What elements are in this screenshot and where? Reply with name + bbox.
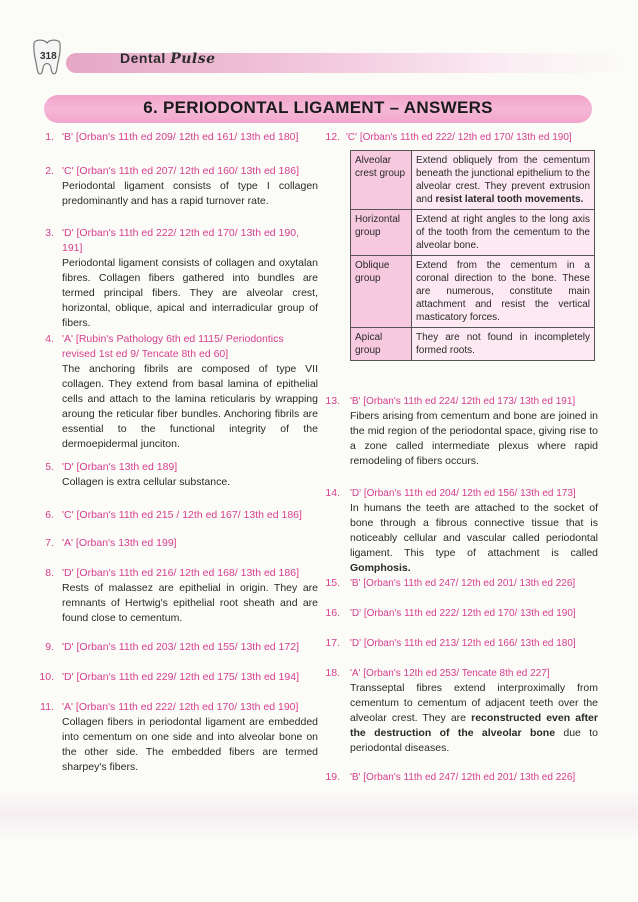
item-number: 10. (39, 671, 54, 683)
table-cell-description: Extend from the cementum in a coronal direction to the bone. These are numerous, constitute main attachment and resist the vertical masticatory forces. (412, 256, 595, 328)
answer-reference: 'C' [Orban's 11th ed 207/ 12th ed 160/ 13th ed 186] (62, 165, 299, 177)
page-number: 318 (40, 51, 57, 62)
table-cell-group: Alveolar crest group (351, 151, 412, 210)
answer-reference: 'D' [Orban's 11th ed 229/ 12th ed 175/ 13th ed 194] (62, 671, 299, 683)
answer-reference: 'C' [Orban's 11th ed 215 / 12th ed 167/ 13th ed 186] (62, 509, 302, 521)
answer-reference: 'A' [Orban's 12th ed 253/ Tencate 8th ed 227] (350, 668, 550, 679)
item-number: 5. (45, 461, 54, 473)
item-number: 4. (45, 333, 54, 345)
answer-explanation: Transseptal fibres extend interproximally from cementum to cementum of adjacent teeth over the alveolar crest. They are reconstructed even after the destruction of the alveolar bone due to periodontal diseases. (350, 682, 598, 754)
table-cell-description: Extend obliquely from the cementum beneath the junctional epithelium to the alveolar crest. They prevent extrusion and resist lateral tooth movements. (412, 151, 595, 210)
table-row (351, 210, 595, 256)
item-number: 3. (45, 227, 54, 239)
item-number: 6. (45, 509, 54, 521)
answer-reference: 'A' [Orban's 11th ed 222/ 12th ed 170/ 13th ed 190] (62, 701, 299, 713)
footer-band (0, 790, 638, 840)
table-row (351, 328, 595, 361)
table-cell-description: They are not found in incompletely formed roots. (412, 328, 595, 361)
page-header (30, 38, 625, 82)
answer-reference: 'B' [Orban's 11th ed 209/ 12th ed 161/ 13th ed 180] (62, 131, 299, 143)
item-number: 18. (325, 667, 340, 679)
item-number: 16. (325, 607, 340, 619)
answer-reference: 'D' [Orban's 11th ed 222/ 12th ed 170/ 13th ed 190] (350, 608, 576, 619)
table-cell-description: Extend at right angles to the long axis of the tooth from the cementum to the alveolar bone. (412, 210, 595, 256)
item-number: 2. (45, 165, 54, 177)
item-number: 14. (325, 487, 340, 499)
answer-reference: 'D' [Orban's 11th ed 204/ 12th ed 156/ 13th ed 173] (350, 488, 576, 499)
item-number: 8. (45, 567, 54, 579)
fiber-groups-table (350, 150, 595, 361)
answer-reference: 'D' [Orban's 11th ed 203/ 12th ed 155/ 13th ed 172] (62, 641, 299, 653)
answer-reference: 'B' [Orban's 11th ed 224/ 12th ed 173/ 13th ed 191] (350, 396, 576, 407)
item-number: 17. (325, 637, 340, 649)
item-number: 7. (45, 537, 54, 549)
answer-reference: 'C' [Orban's 11th ed 222/ 12th ed 170/ 13th ed 190] (346, 132, 572, 143)
item-number: 13. (325, 395, 340, 407)
table-row (351, 256, 595, 328)
item-number: 19. (325, 771, 340, 783)
answer-explanation: Collagen fibers in periodontal ligament are embedded into cementum on one side and into alveolar bone on the other side. The embedded fibers are termed sharpey's fibers. (62, 716, 318, 773)
answer-reference: 'B' [Orban's 11th ed 247/ 12th ed 201/ 13th ed 226] (350, 772, 576, 783)
table-cell-group: Horizontal group (351, 210, 412, 256)
item-number: 12. (325, 131, 340, 143)
running-title: Dental Pulse (120, 50, 216, 67)
answer-reference: 'B' [Orban's 11th ed 247/ 12th ed 201/ 13th ed 226] (350, 578, 576, 589)
answer-reference: 'A' [Orban's 13th ed 199] (62, 537, 177, 549)
answer-explanation: Periodontal ligament consists of collagen and oxytalan fibres. Collagen fibers gathered into bundles are termed principal fibers. They are alveolar crest, horizontal, oblique, apical and interradicular group of fibers. (62, 257, 318, 329)
item-number: 15. (325, 577, 340, 589)
table-cell-group: Oblique group (351, 256, 412, 328)
answer-reference: 'D' [Orban's 11th ed 216/ 12th ed 168/ 13th ed 186] (62, 567, 299, 579)
chapter-banner (44, 95, 592, 123)
answer-reference: 'D' [Orban's 13th ed 189] (62, 461, 178, 473)
answer-explanation: Fibers arising from cementum and bone are joined in the mid region of the periodontal space, giving rise to a zone called intermediate plexus where rapid remodeling of fibers occurs. (350, 410, 598, 467)
answer-reference: 'D' [Orban's 11th ed 213/ 12th ed 166/ 13th ed 180] (350, 638, 576, 649)
chapter-title: 6. PERIODONTAL LIGAMENT – ANSWERS (143, 98, 493, 117)
answer-explanation: Collagen is extra cellular substance. (62, 476, 231, 488)
item-number: 11. (40, 701, 54, 713)
answer-reference: 'D' [Orban's 11th ed 222/ 12th ed 170/ 13th ed 190, 191] (62, 227, 299, 254)
item-number: 1. (45, 131, 54, 143)
table-cell-group: Apical group (351, 328, 412, 361)
table-row (351, 151, 595, 210)
answer-explanation: In humans the teeth are attached to the socket of bone through a fibrous connective tissue that is noticeably cellular and vascular called periodontal ligament. This type of attachment is called Gomphosis. (350, 502, 598, 574)
item-number: 9. (45, 641, 54, 653)
answer-explanation: Rests of malassez are epithelial in origin. They are remnants of Hertwig's epithelial root sheath and are found close to cementum. (62, 582, 318, 624)
answer-explanation: Periodontal ligament consists of type I collagen predominantly and has a rapid turnover rate. (62, 180, 318, 207)
answer-explanation: The anchoring fibrils are composed of type VII collagen. They extend from basal lamina of epithelial cells and attach to the lamina reticularis by wrapping aroung the reticular fiber bundles. Anchoring fibrils are essential to the functional integrity of the dermoepidermal junciton. (62, 363, 318, 450)
answer-reference: 'A' [Rubin's Pathology 6th ed 1115/ Periodontics revised 1st ed 9/ Tencate 8th ed 60] (62, 333, 284, 360)
